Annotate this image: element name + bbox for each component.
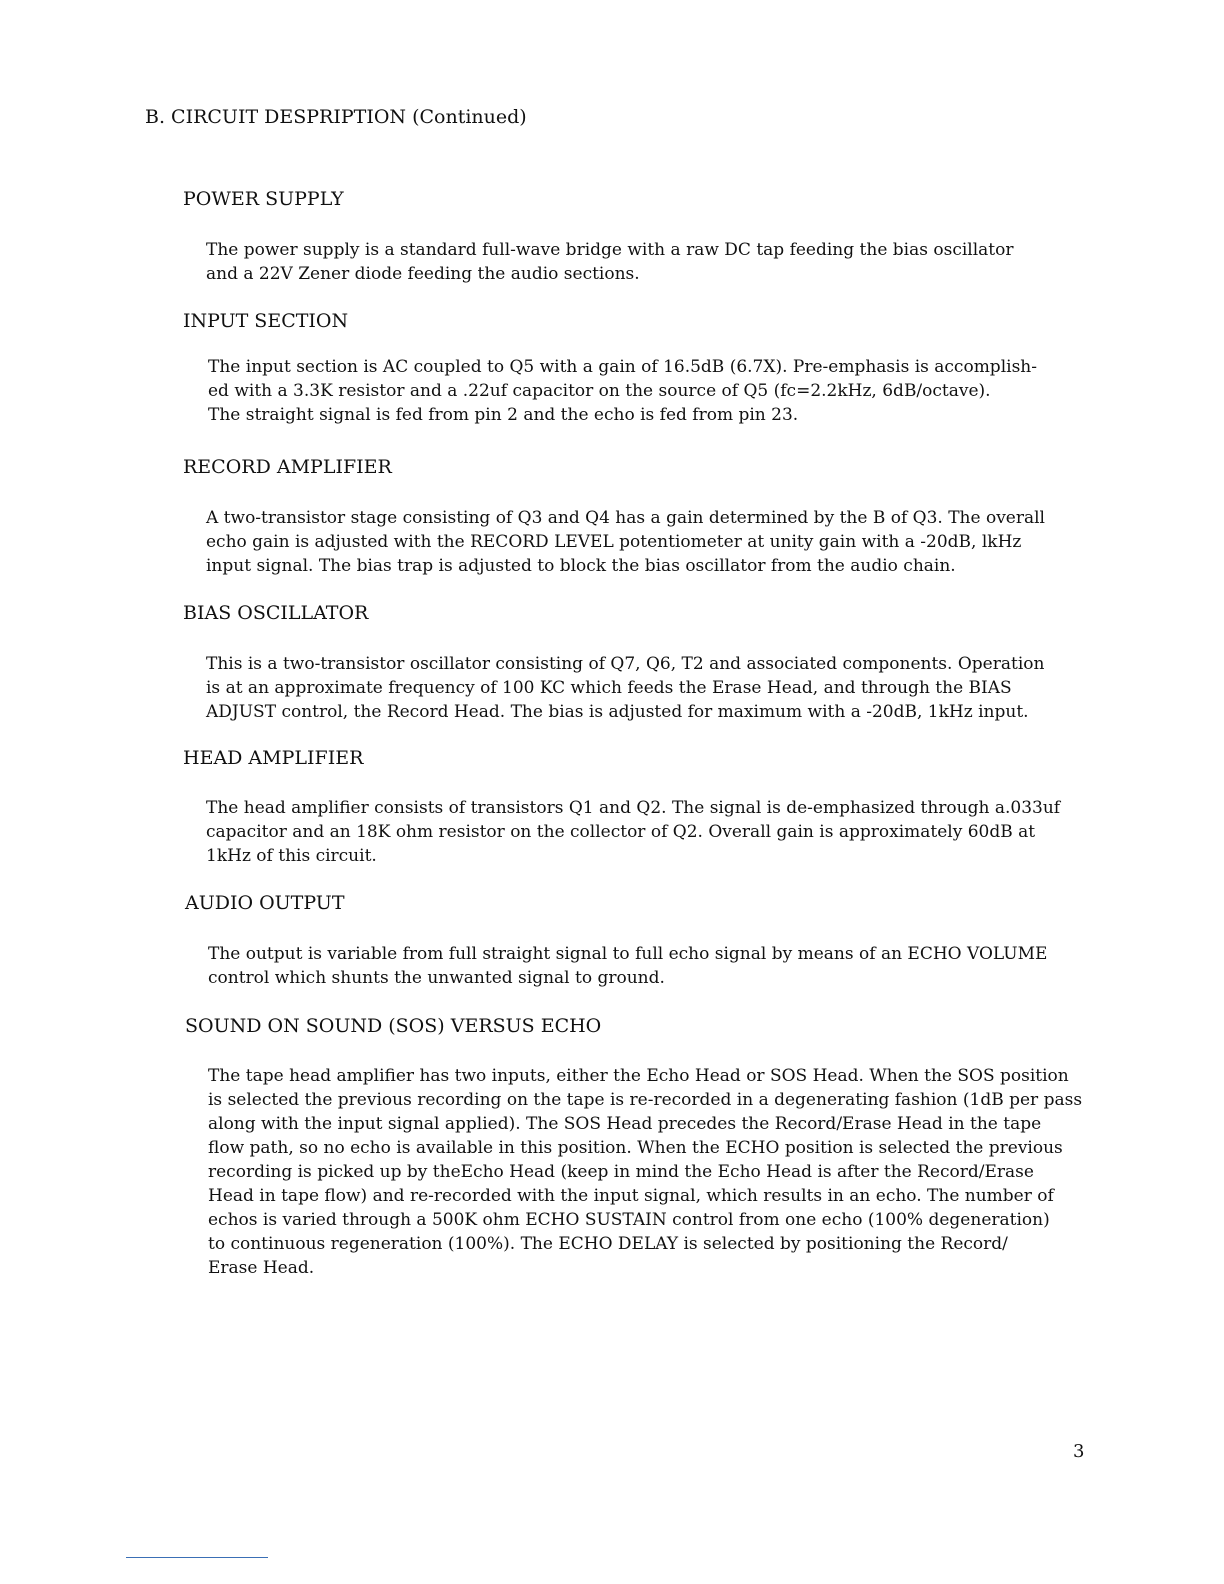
section-title-input-section: INPUT SECTION <box>183 310 349 332</box>
section-body-sos-versus-echo <box>208 1064 1082 1280</box>
section-body-head-amplifier <box>206 796 1060 868</box>
paragraph-line: control which shunts the unwanted signal to ground. <box>208 968 665 988</box>
section-title-bias-oscillator: BIAS OSCILLATOR <box>183 602 369 624</box>
paragraph-line: echo gain is adjusted with the RECORD LEVEL potentiometer at unity gain with a -20dB, lkHz <box>206 532 1022 552</box>
paragraph-line: to continuous regeneration (100%). The ECHO DELAY is selected by positioning the Record/ <box>208 1234 1008 1254</box>
section-title-audio-output: AUDIO OUTPUT <box>185 892 345 914</box>
paragraph-line: echos is varied through a 500K ohm ECHO SUSTAIN control from one echo (100% degeneration) <box>208 1210 1050 1230</box>
paragraph-line: The output is variable from full straight signal to full echo signal by means of an ECHO VOLUME <box>208 944 1048 964</box>
page-heading: B. CIRCUIT DESPRIPTION (Continued) <box>145 106 527 128</box>
paragraph-line: Erase Head. <box>208 1258 315 1278</box>
paragraph-line: The head amplifier consists of transistors Q1 and Q2. The signal is de-emphasized through a.033uf <box>206 798 1061 818</box>
paragraph-line: The straight signal is fed from pin 2 and the echo is fed from pin 23. <box>208 405 799 425</box>
paragraph-line: ed with a 3.3K resistor and a .22uf capacitor on the source of Q5 (fc=2.2kHz, 6dB/octave). <box>208 381 991 401</box>
paragraph-line: The power supply is a standard full-wave bridge with a raw DC tap feeding the bias oscillator <box>206 240 1014 260</box>
paragraph-line: is at an approximate frequency of 100 KC which feeds the Erase Head, and through the BIAS <box>206 678 1012 698</box>
section-title-head-amplifier: HEAD AMPLIFIER <box>183 747 364 769</box>
section-body-input-section <box>208 355 1037 427</box>
paragraph-line: ADJUST control, the Record Head. The bias is adjusted for maximum with a -20dB, 1kHz input. <box>206 702 1029 722</box>
section-body-record-amplifier <box>206 506 1045 578</box>
footnote-divider <box>126 1557 268 1558</box>
section-body-bias-oscillator <box>206 652 1044 724</box>
paragraph-line: recording is picked up by theEcho Head (keep in mind the Echo Head is after the Record/Erase <box>208 1162 1034 1182</box>
section-body-power-supply <box>206 238 1014 286</box>
paragraph-line: along with the input signal applied). The SOS Head precedes the Record/Erase Head in the tape <box>208 1114 1042 1134</box>
section-title-power-supply: POWER SUPPLY <box>183 188 344 210</box>
paragraph-line: is selected the previous recording on the tape is re-recorded in a degenerating fashion (1dB per pass <box>208 1090 1083 1110</box>
section-title-record-amplifier: RECORD AMPLIFIER <box>183 456 392 478</box>
paragraph-line: 1kHz of this circuit. <box>206 846 377 866</box>
paragraph-line: This is a two-transistor oscillator consisting of Q7, Q6, T2 and associated components. Operation <box>206 654 1045 674</box>
paragraph-line: A two-transistor stage consisting of Q3 and Q4 has a gain determined by the B of Q3. The overall <box>206 508 1045 528</box>
section-body-audio-output <box>208 942 1047 990</box>
paragraph-line: flow path, so no echo is available in this position. When the ECHO position is selected the previous <box>208 1138 1063 1158</box>
paragraph-line: The input section is AC coupled to Q5 with a gain of 16.5dB (6.7X). Pre-emphasis is accomplish- <box>208 357 1037 377</box>
paragraph-line: The tape head amplifier has two inputs, either the Echo Head or SOS Head. When the SOS position <box>208 1066 1069 1086</box>
paragraph-line: Head in tape flow) and re-recorded with the input signal, which results in an echo. The number of <box>208 1186 1054 1206</box>
paragraph-line: input signal. The bias trap is adjusted to block the bias oscillator from the audio chain. <box>206 556 956 576</box>
section-title-sos-versus-echo: SOUND ON SOUND (SOS) VERSUS ECHO <box>185 1015 602 1037</box>
page-number: 3 <box>1073 1441 1085 1462</box>
paragraph-line: and a 22V Zener diode feeding the audio sections. <box>206 264 640 284</box>
paragraph-line: capacitor and an 18K ohm resistor on the collector of Q2. Overall gain is approximately 60dB at <box>206 822 1036 842</box>
